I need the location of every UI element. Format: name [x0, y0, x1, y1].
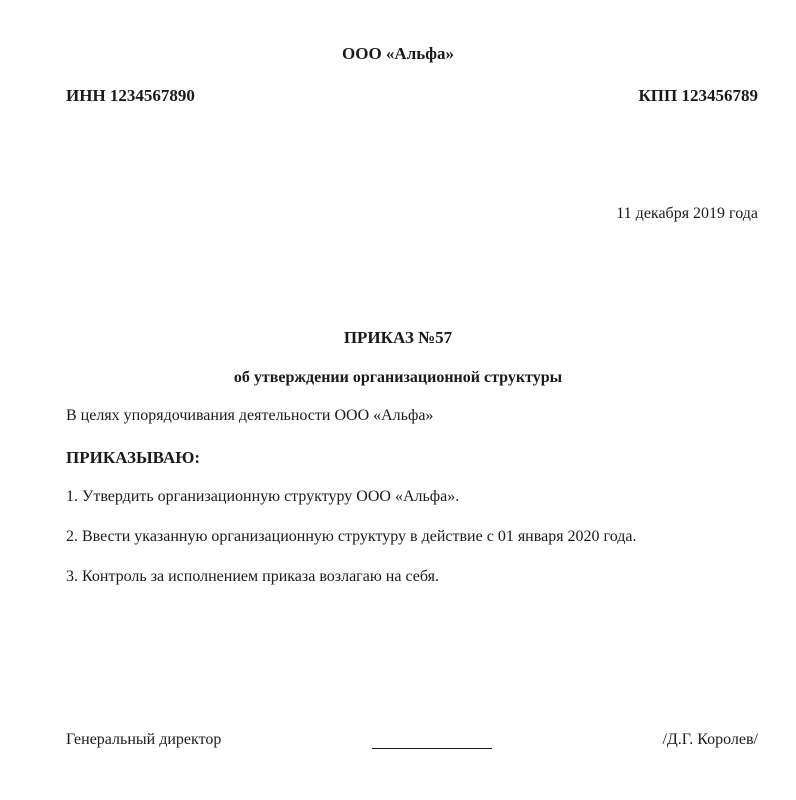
- signer-name: /Д.Г. Королев/: [662, 731, 758, 748]
- order-item: 3. Контроль за исполнением приказа возлагаю на себя.: [66, 568, 439, 585]
- order-item: 2. Ввести указанную организационную структуру в действие с 01 января 2020 года.: [66, 528, 637, 545]
- inn-number: ИНН 1234567890: [66, 86, 195, 105]
- document-date: 11 декабря 2019 года: [616, 205, 758, 222]
- signature-line: [372, 748, 492, 749]
- kpp-number: КПП 123456789: [638, 86, 758, 105]
- signer-position: Генеральный директор: [66, 731, 222, 748]
- order-title: ПРИКАЗ №57: [343, 328, 453, 347]
- preamble-text: В целях упорядочивания деятельности ООО «Альфа»: [66, 407, 434, 424]
- order-subtitle: об утверждении организационной структуры: [233, 369, 563, 386]
- company-name: ООО «Альфа»: [342, 44, 454, 63]
- order-item: 1. Утвердить организационную структуру ООО «Альфа».: [66, 488, 460, 505]
- decree-heading: ПРИКАЗЫВАЮ:: [66, 448, 201, 467]
